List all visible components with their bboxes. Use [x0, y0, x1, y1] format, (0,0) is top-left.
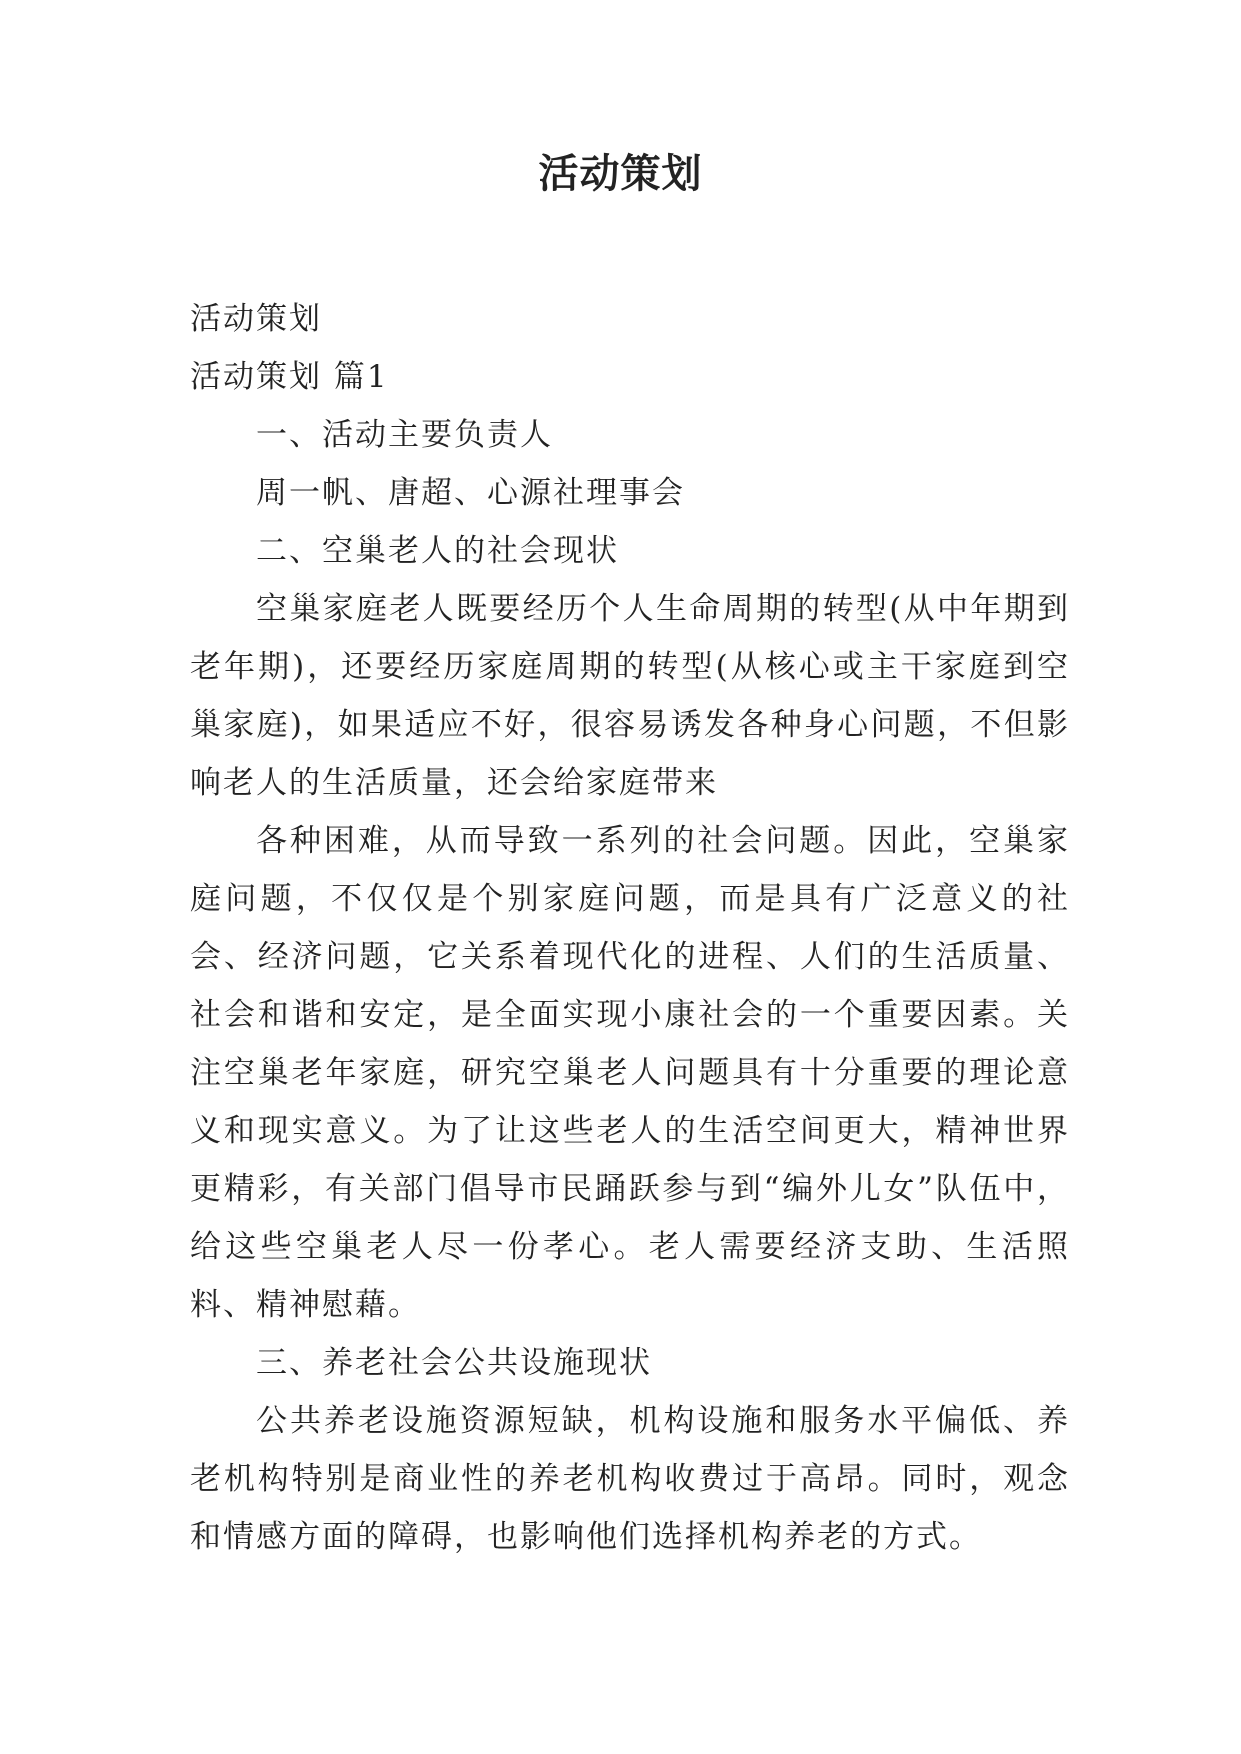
- section-heading-1: 一、活动主要负责人: [256, 417, 553, 453]
- heading-section: 活动策划 篇1: [190, 359, 389, 395]
- section-heading-2: 二、空巢老人的社会现状: [256, 533, 619, 569]
- heading-main: 活动策划: [190, 301, 322, 337]
- body-paragraph-1: 空巢家庭老人既要经历个人生命周期的转型(从中年期到老年期)，还要经历家庭周期的转型(从核心或主干家庭到空巢家庭)，如果适应不好，很容易诱发各种身心问题，不但影响老人的生活质量，还会给家庭带来: [190, 591, 1070, 801]
- responsible-persons: 周一帆、唐超、心源社理事会: [256, 475, 685, 511]
- document-title: 活动策划: [538, 150, 703, 197]
- section-heading-3: 三、养老社会公共设施现状: [256, 1345, 652, 1381]
- document-body: [190, 290, 1070, 1566]
- body-paragraph-3: 公共养老设施资源短缺，机构设施和服务水平偏低、养老机构特别是商业性的养老机构收费过于高昂。同时，观念和情感方面的障碍，也影响他们选择机构养老的方式。: [190, 1403, 1070, 1555]
- body-paragraph-2: 各种困难，从而导致一系列的社会问题。因此，空巢家庭问题，不仅仅是个别家庭问题，而是具有广泛意义的社会、经济问题，它关系着现代化的进程、人们的生活质量、社会和谐和安定，是全面实现小康社会的一个重要因素。关注空巢老年家庭，研究空巢老人问题具有十分重要的理论意义和现实意义。为了让这些老人的生活空间更大，精神世界更精彩，有关部门倡导市民踊跃参与到“编外儿女”队伍中，给这些空巢老人尽一份孝心。老人需要经济支助、生活照料、精神慰藉。: [190, 823, 1070, 1323]
